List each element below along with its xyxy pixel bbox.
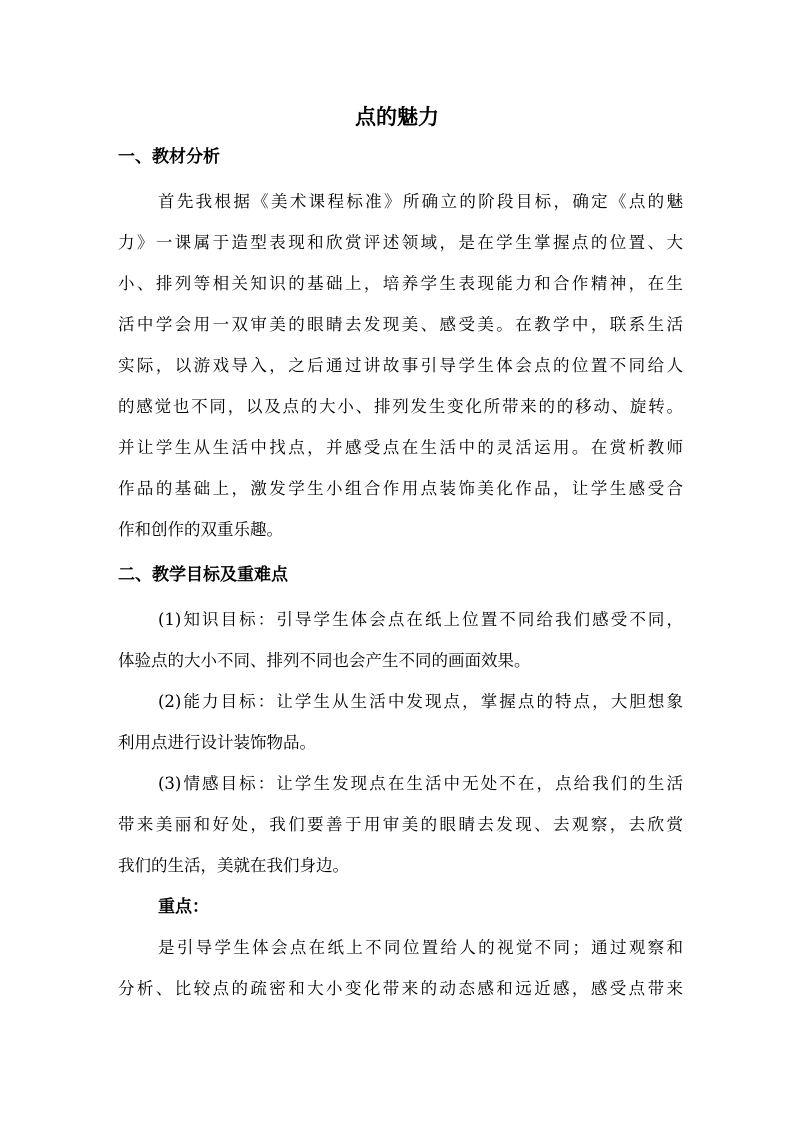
paragraph-line: 作品的基础上，激发学生小组合作用点装饰美化作品，让学生感受合 [118, 479, 683, 498]
paragraph-line: 分析、比较点的疏密和大小变化带来的动态感和远近感，感受点带来 [118, 979, 683, 998]
paragraph-line: 体验点的大小不同、排列不同也会产生不同的画面效果。 [118, 651, 531, 670]
paragraph-line: 并让学生从生活中找点，并感受点在生活中的灵活运用。在赏析教师 [118, 438, 683, 457]
paragraph-line: 活中学会用一双审美的眼睛去发现美、感受美。在教学中，联系生活 [118, 315, 683, 334]
section-heading-materials: 一、教材分析 [118, 147, 220, 167]
paragraph-line: 作和创作的双重乐趣。 [118, 520, 283, 539]
paragraph-line: (1)知识目标：引导学生体会点在纸上位置不同给我们感受不同， [158, 610, 683, 629]
paragraph-line: 我们的生活，美就在我们身边。 [118, 856, 349, 875]
paragraph-line: 利用点进行设计装饰物品。 [118, 733, 316, 752]
section-heading-goals: 二、教学目标及重难点 [118, 565, 288, 585]
paragraph-line: 小、排列等相关知识的基础上，培养学生表现能力和合作精神，在生 [118, 274, 683, 293]
key-point-label: 重点： [158, 897, 209, 917]
document-title: 点的魅力 [355, 104, 439, 129]
paragraph-line: 实际，以游戏导入，之后通过讲故事引导学生体会点的位置不同给人 [118, 356, 683, 375]
paragraph-line: (3)情感目标：让学生发现点在生活中无处不在，点给我们的生活 [158, 774, 683, 793]
paragraph-line: 力》一课属于造型表现和欣赏评述领域，是在学生掌握点的位置、大 [118, 233, 683, 252]
paragraph-line: 的感觉也不同，以及点的大小、排列发生变化所带来的的移动、旋转。 [118, 397, 683, 416]
paragraph-line: 带来美丽和好处，我们要善于用审美的眼睛去发现、去观察，去欣赏 [118, 815, 683, 834]
paragraph-line: 是引导学生体会点在纸上不同位置给人的视觉不同；通过观察和 [158, 938, 683, 957]
paragraph-line: 首先我根据《美术课程标准》所确立的阶段目标，确定《点的魅 [158, 192, 683, 211]
paragraph-line: (2)能力目标：让学生从生活中发现点，掌握点的特点，大胆想象 [158, 692, 683, 711]
